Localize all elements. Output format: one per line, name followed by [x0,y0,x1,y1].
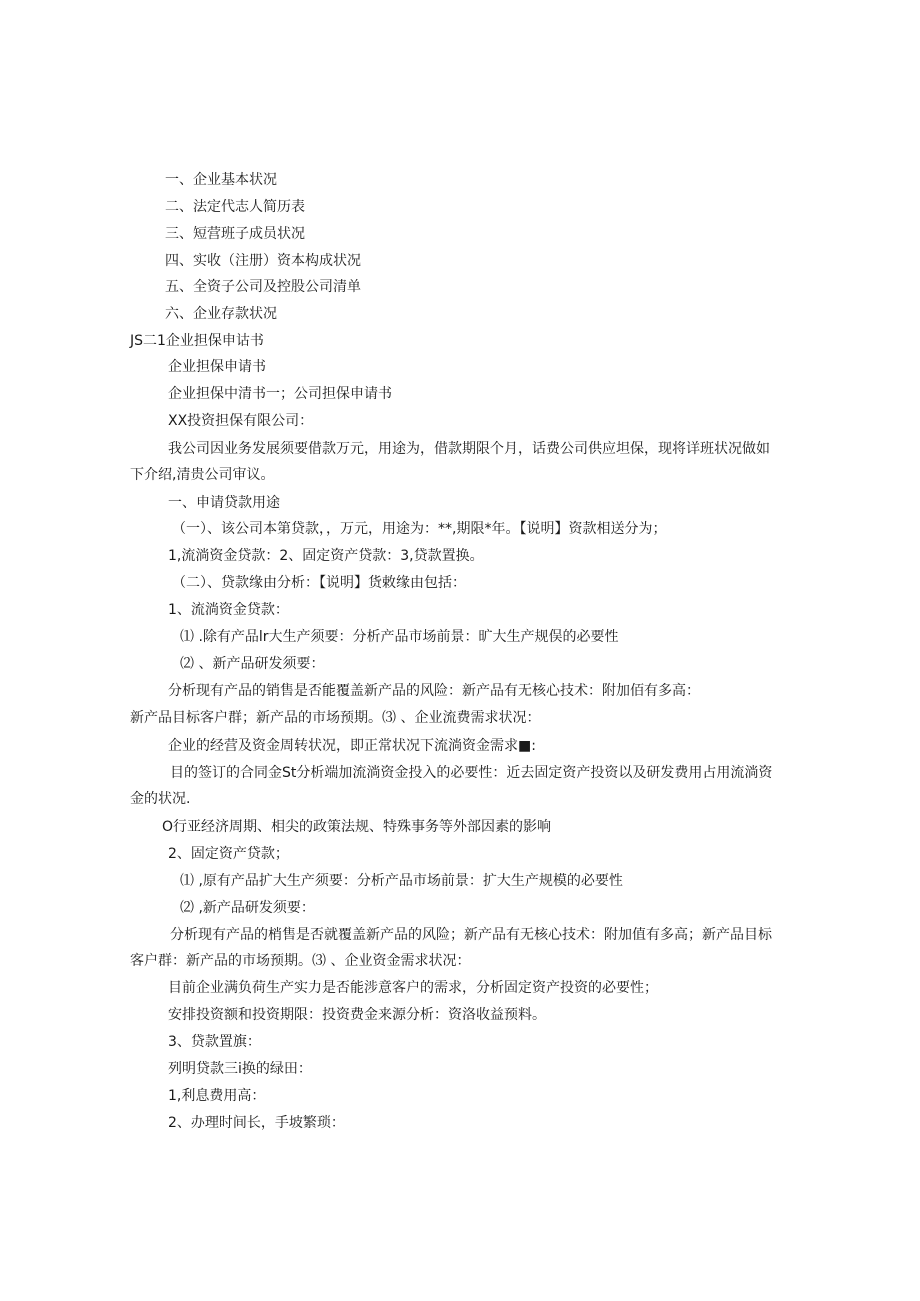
paragraph: ⑵ ,新产品研发须要： [180,900,315,916]
toc-item-2: 二、法定代志人简历表 [165,199,305,215]
paragraph: 列明贷款三i换的绿田： [168,1061,312,1077]
paragraph: ⑵ 、新产品研发须要： [180,656,325,672]
paragraph: 企业的经营及资金周转状况，即正常状况下流淌资金需求■: [168,738,536,754]
toc-item-4: 四、实收（注册）资本构成状况 [165,253,361,269]
toc-item-5: 五、全资子公司及控股公司清单 [165,279,361,295]
paragraph: 分析现有产品的梢售是否就覆盖新产品的风险；新产品有无核心技术：附加值有多高；新产品目标客户群：新产品的市场预期。⑶ 、企业资金需求状况： [130,927,772,969]
paragraph: 目的签订的合同金St分析端加流淌资金投入的必要性：近去固定资产投资以及研发费用占用流淌资金的状况. [130,765,773,807]
paragraph: ⑴ .除有产品lr大生产须要：分析产品市场前景：旷大生产规俣的必要性 [180,629,619,645]
paragraph: 1,流淌资金贷款：2、固定资产贷款：3,贷款置换。 [168,548,484,564]
paragraph: 2、办理时间长，手坡繁琐： [168,1115,345,1131]
addressee: XX投资担保有限公司： [168,413,314,429]
paragraph: O行亚经济周期、相尖的政策法规、特殊事务等外部因素的影响 [162,819,552,835]
paragraph: ⑴ ,原有产品扩大生产须要：分析产品市场前景：扩大生产规模的必要性 [180,873,623,889]
doc-title: 企业担保申请书 [168,359,266,375]
paragraph: 3、贷款置旗： [168,1034,261,1050]
paragraph: 1、流淌资金贷款： [168,602,289,618]
doc-subtitle: 企业担保中清书一；公司担保申请书 [168,386,392,402]
toc-item-1: 一、企业基本状况 [165,172,277,188]
toc-item-6: 六、企业存款状况 [165,306,277,322]
paragraph: 1,利息费用高： [168,1088,266,1104]
paragraph: 目前企业满负荷生产实力是否能涉意客户的需求，分析固定资产投资的必要性； [168,980,658,996]
paragraph: 安排投资额和投资期限：投资费金来源分析：资洛收益预料。 [168,1007,546,1023]
paragraph: （一）、该公司本第贷款，，万元，用途为：**,期限*年。【说明】资款相送分为； [172,521,667,537]
toc-item-3: 三、短营班子成员状况 [165,226,305,242]
paragraph: 新产品目标客户群；新产品的市场预期。⑶ 、企业流费需求状况： [130,710,541,726]
section-heading: JS二1企业担保申诂书 [130,333,264,349]
section-1-heading: 一、申请贷款用途 [168,495,280,511]
paragraph: （二）、贷款缘由分析：【说明】货敕缘由包括： [172,575,466,591]
paragraph: 分析现有产品的销售是否能覆盖新产品的风险：新产品有无核心技术：附加佰有多高： [168,683,700,699]
intro-paragraph: 我公司因业务发展须要借款万元，用途为，借款期限个月，话费公司供应坦保，现将详班状况做如下介绍,清贵公司审议。 [130,441,770,483]
paragraph: 2、固定资产贷款； [168,846,289,862]
